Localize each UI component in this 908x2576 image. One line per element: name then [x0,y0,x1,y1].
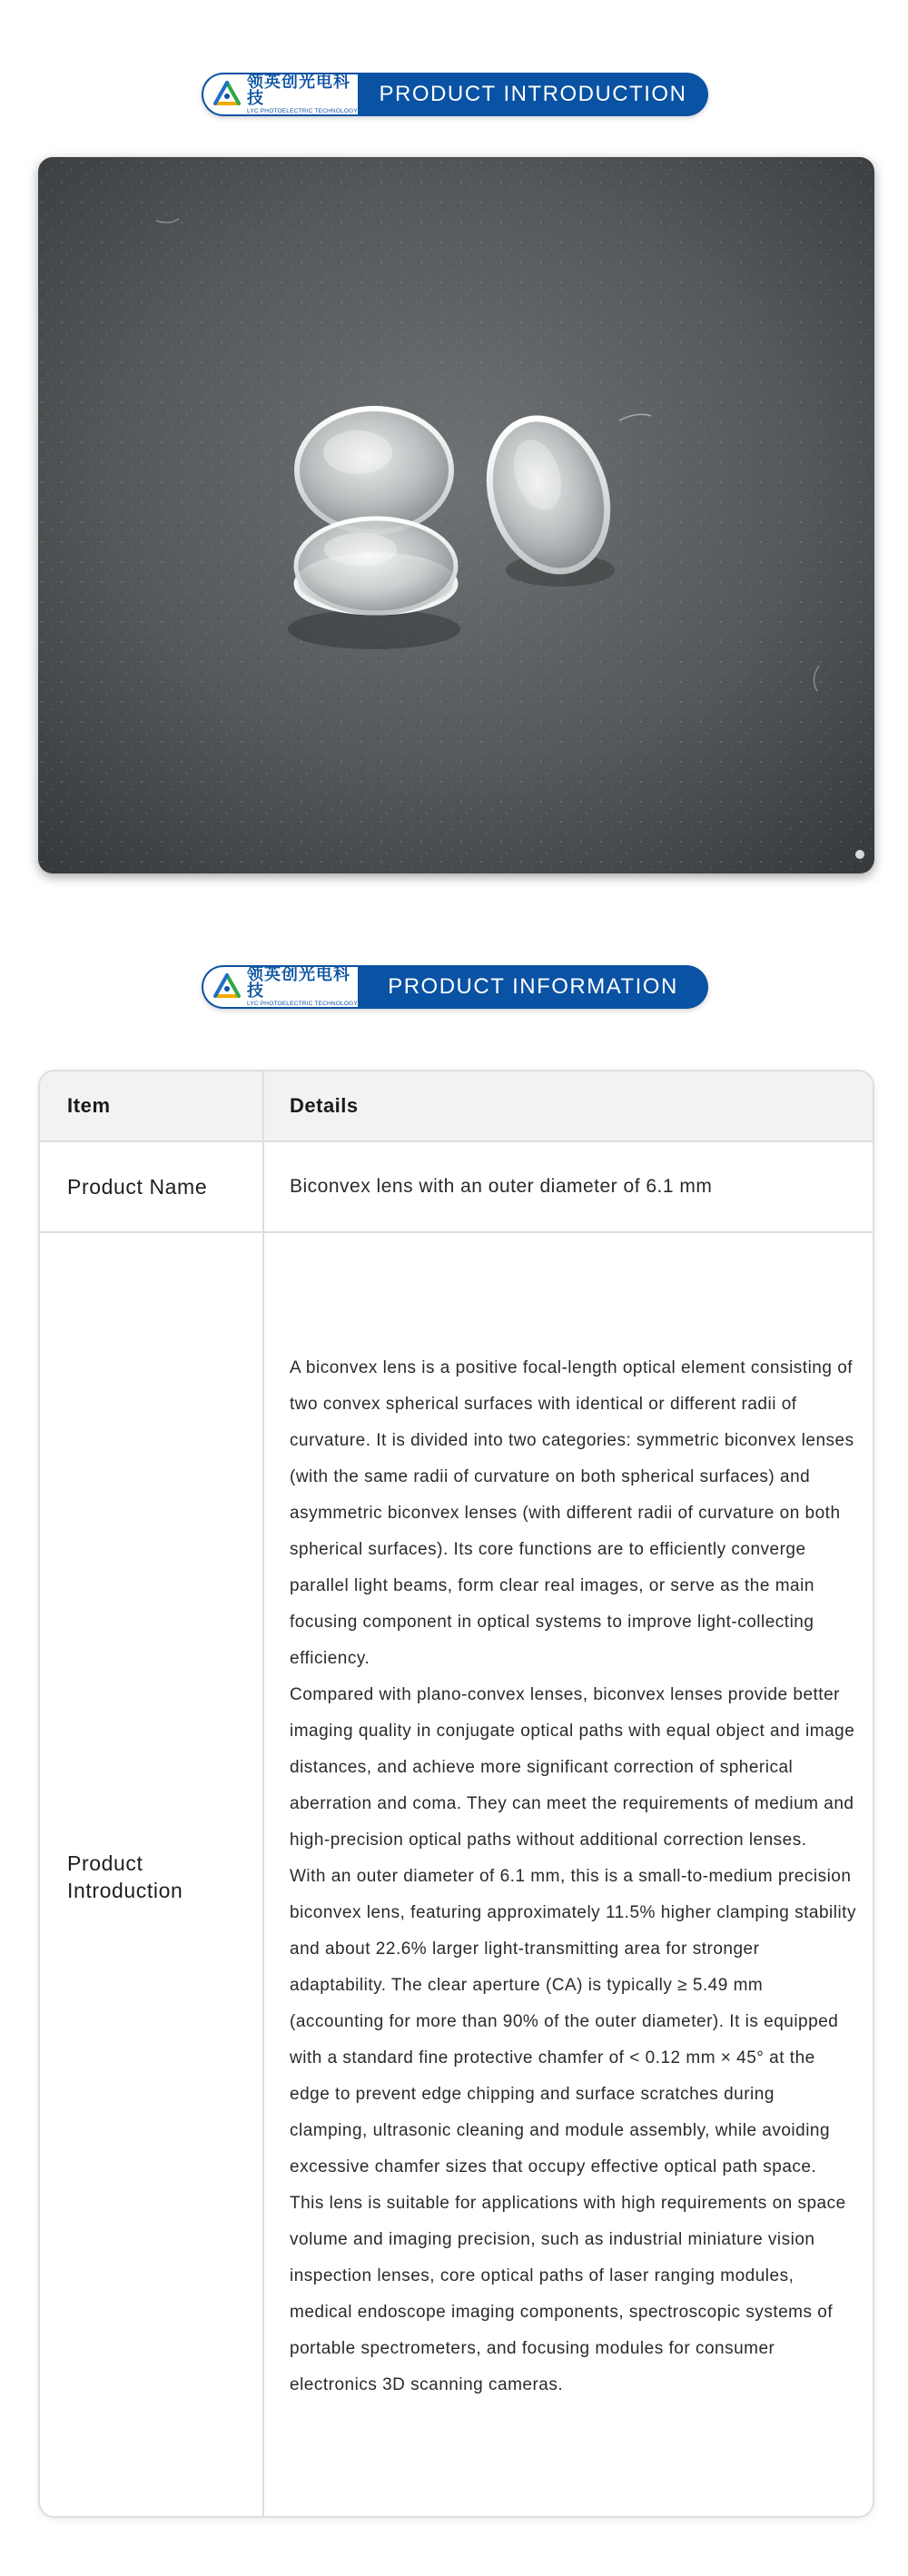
intro-paragraph-1: A biconvex lens is a positive focal-length optical element consisting of two convex spherical surfaces with identical or different radii of curvature. It is divided into two categories: symmetric biconvex lenses (with the same radii of curvature on both spherical surfaces) and asymmetric biconvex lenses (with different radii of curvature on both spherical surfaces). Its core functions are to efficiently converge parallel light beams, form clear real images, or serve as the main focusing component in optical systems to improve light-collecting efficiency. [290,1357,854,1668]
brand-badge [202,965,358,1009]
section-title: PRODUCT INTRODUCTION [358,73,708,116]
brand-badge [202,73,358,116]
brand-logo-icon [212,80,242,109]
table-row-product-name [40,1142,873,1233]
product-photo [38,157,874,873]
brand-name-en: LYC PHOTOELECTRIC TECHNOLOGY [247,108,358,115]
header-details: Details [290,1094,359,1117]
table-header-row [40,1071,873,1142]
brand-logo-icon [212,972,242,1002]
product-info-table [38,1070,874,2518]
brand-name-cn: 领英创光电科技 [247,965,350,1001]
product-name-label: Product Name [40,1142,264,1231]
brand-name-en: LYC PHOTOELECTRIC TECHNOLOGY [247,1001,358,1008]
header-item: Item [40,1071,264,1140]
table-row-product-introduction [40,1233,873,2518]
intro-paragraph-2: Compared with plano-convex lenses, biconvex lenses provide better imaging quality in conjugate optical paths with equal object and image distances, and achieve more significant correction of spherical aberration and coma. They can meet the requirements of medium and high-precision optical paths without additional correction lenses. [290,1684,855,1850]
section-banner-introduction [202,73,708,116]
product-intro-label-text: Product Introduction [67,1851,183,1902]
product-name-value: Biconvex lens with an outer diameter of 6.1 mm [290,1176,713,1197]
section-title: PRODUCT INFORMATION [358,965,708,1009]
brand-name-cn: 领英创光电科技 [247,73,350,108]
intro-paragraph-4: This lens is suitable for applications with high requirements on space volume and imaging precision, such as industrial miniature vision inspection lenses, core optical paths of laser ranging modules, medical endoscope imaging components, spectroscopic systems of portable spectrometers, and focusing modules for consumer electronics 3D scanning cameras. [290,2193,846,2394]
product-intro-value [264,1233,873,2518]
section-banner-information [202,965,708,1009]
product-intro-label [40,1233,264,2518]
intro-paragraph-3: With an outer diameter of 6.1 mm, this is a small-to-medium precision biconvex lens, featuring approximately 11.5% higher clamping stability and about 22.6% larger light-transmitting area for stronger adaptability. The clear aperture (CA) is typically ≥ 5.49 mm (accounting for more than 90% of the outer diameter). It is equipped with a standard fine protective chamfer of < 0.12 mm × 45° at the edge to prevent edge chipping and surface scratches during clamping, ultrasonic cleaning and module assembly, while avoiding excessive chamfer sizes that occupy effective optical path space. [290,1866,856,2176]
